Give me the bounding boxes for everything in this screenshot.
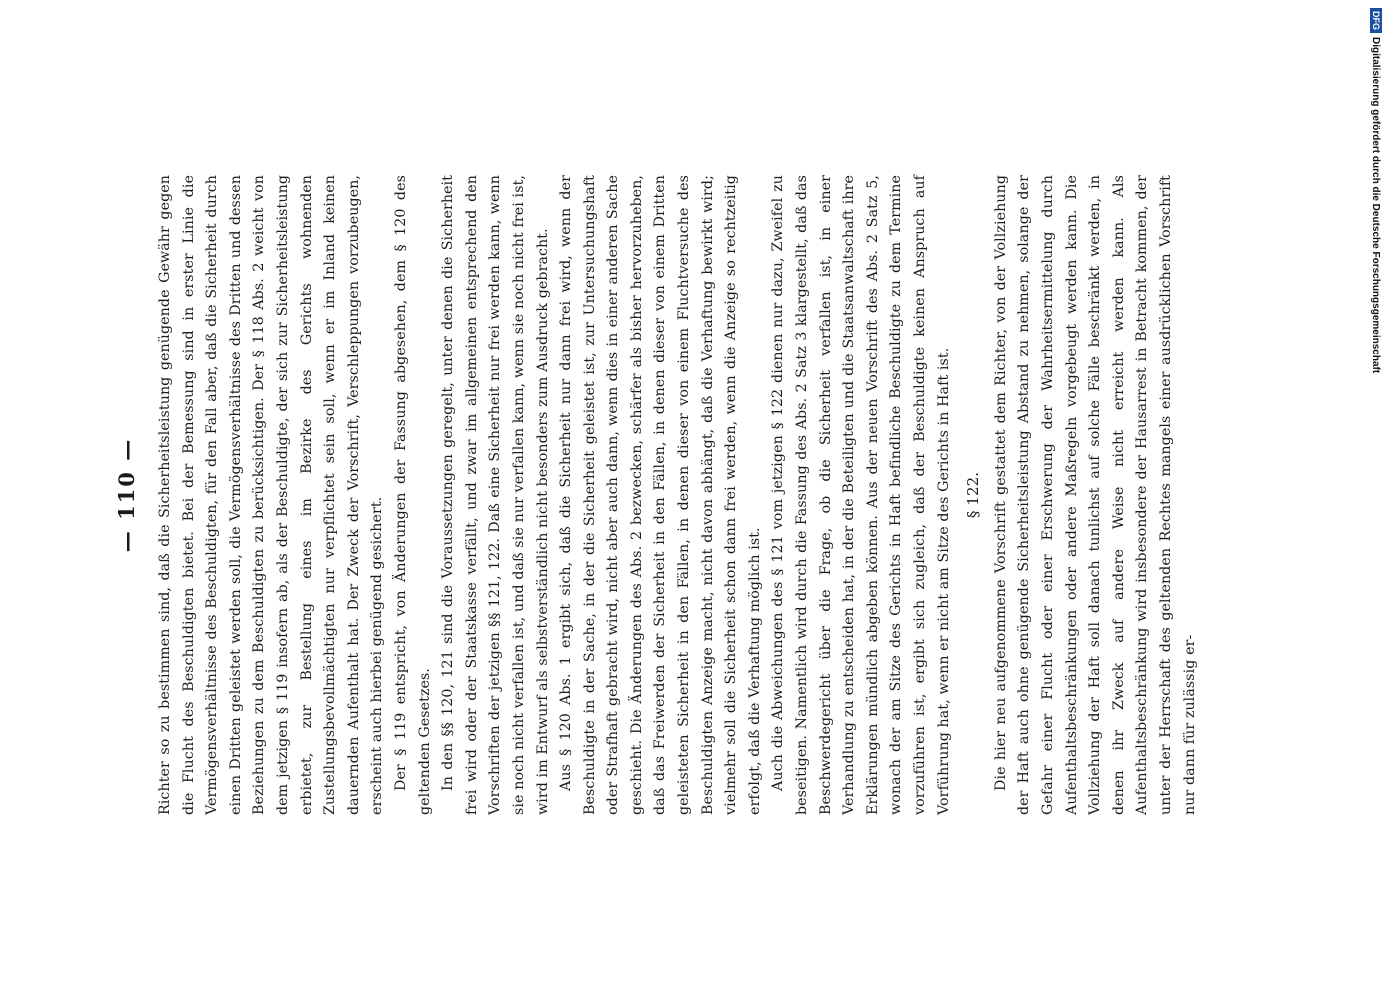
rotated-page-content [92,175,1217,815]
section-heading: § 122. [964,471,983,519]
section-text: Die hier neu aufgenommene Vorschrift gestattet dem Richter, von der Vollziehung der Haft auch ohne genügende Sicherheitsleistung Abstand zu nehmen, solange der Gefahr einer Flucht oder einer Erschwerung der Wahrheitsermittelung durch Aufenthaltsbeschränkungen oder andere Maßregeln vorgebeugt werden kann. Die Vollziehung der Haft soll danach tunlichst auf solche Fälle beschränkt werden, in denen ihr Zweck auf andere Weise nicht erreicht werden kann. Als Aufenthaltsbeschränkung wird insbesondere der Hausarrest in Betracht kommen, der unter der Herrschaft des geltenden Rechtes mangels einer ausdrücklichen Vorschrift nur dann für zulässig er- [992,175,1198,815]
body-text [154,175,1214,815]
paragraph-1: Richter so zu bestimmen sind, daß die Sicherheitsleistung genügende Gewähr gegen die Flucht des Beschuldigten bietet. Bei der Bemessung sind in erster Linie die Vermögensverhältnisse des Beschuldigten, für den Fall aber, daß die Sicherheit durch einen Dritten geleistet werden soll, die Vermögensverhältnisse des Dritten und dessen Beziehungen zu dem Beschuldigten zu berücksichtigen. Der § 118 Abs. 2 weicht von dem jetzigen § 119 insofern ab, als der Beschuldigte, der sich zur Sicherheitsleistung erbietet, zur Bestellung eines im Bezirke des Gerichts wohnenden Zustellungsbevollmächtigten nur verpflichtet sein soll, wenn er im Inland keinen dauernden Aufenthalt hat. Der Zweck der Vorschrift, Verschleppungen vorzubeugen, erscheint auch hierbei genügend gesichert. [157,175,386,815]
credit-text: Digitalisierung gefördert durch die Deutsche Forschungsgemeinschaft [1370,37,1382,374]
paragraph-2: Der § 119 entspricht, von Änderungen der Fassung abgesehen, dem § 120 des geltenden Gesetzes. [392,175,433,815]
dfg-logo: DFG [1370,8,1382,33]
paragraph-3: In den §§ 120, 121 sind die Voraussetzungen geregelt, unter denen die Sicherheit frei wird oder der Staatskasse verfällt, und zwar im allgemeinen entsprechend den Vorschriften der jetzigen §§ 121, 122. Daß eine Sicherheit nur frei werden kann, wenn sie noch nicht verfallen ist, und daß sie nur verfallen kann, wenn sie noch nicht frei ist, wird im Entwurf als selbstverständlich nicht besonders zum Ausdruck gebracht. [440,175,551,815]
page-number: — 110 — [114,437,139,553]
paragraph-5: Auch die Abweichungen des § 121 vom jetzigen § 122 dienen nur dazu, Zweifel zu beseitigen. Namentlich wird durch die Fassung des Abs. 2 Satz 3 klargestellt, daß das Beschwerdegericht über die Frage, ob die Sicherheit verfallen ist, in einer Verhandlung zu entscheiden hat, in der die Beteiligten und die Staatsanwaltschaft ihre Erklärungen mündlich abgeben können. Aus der neuen Vorschrift des Abs. 2 Satz 5, wonach der am Sitze des Gerichts in Haft befindliche Beschuldigte zu dem Termine vorzuführen ist, ergibt sich zugleich, daß der Beschuldigte keinen Anspruch auf Vorführung hat, wenn er nicht am Sitze des Gerichts in Haft ist. [770,175,952,815]
paragraph-4: Aus § 120 Abs. 1 ergibt sich, daß die Sicherheit nur dann frei wird, wenn der Beschuldigte in der Sache, in der die Sicherheit geleistet ist, zur Untersuchungshaft oder Strafhaft gebracht wird, nicht aber auch dann, wenn dies in einer anderen Sache geschieht. Die Änderungen des Abs. 2 bezwecken, schärfer als bisher hervorzuheben, daß das Freiwerden der Sicherheit in den Fällen, in denen dieser von einem Dritten geleisteten Sicherheit in den Fällen, in denen dieser von einem Fluchtversuche des Beschuldigten Anzeige macht, nicht davon abhängt, daß die Verhaftung bewirkt wird; vielmehr soll die Sicherheit schon dann frei werden, wenn die Anzeige so rechtzeitig erfolgt, daß die Verhaftung möglich ist. [558,175,763,815]
digitization-credit [1368,8,1383,388]
